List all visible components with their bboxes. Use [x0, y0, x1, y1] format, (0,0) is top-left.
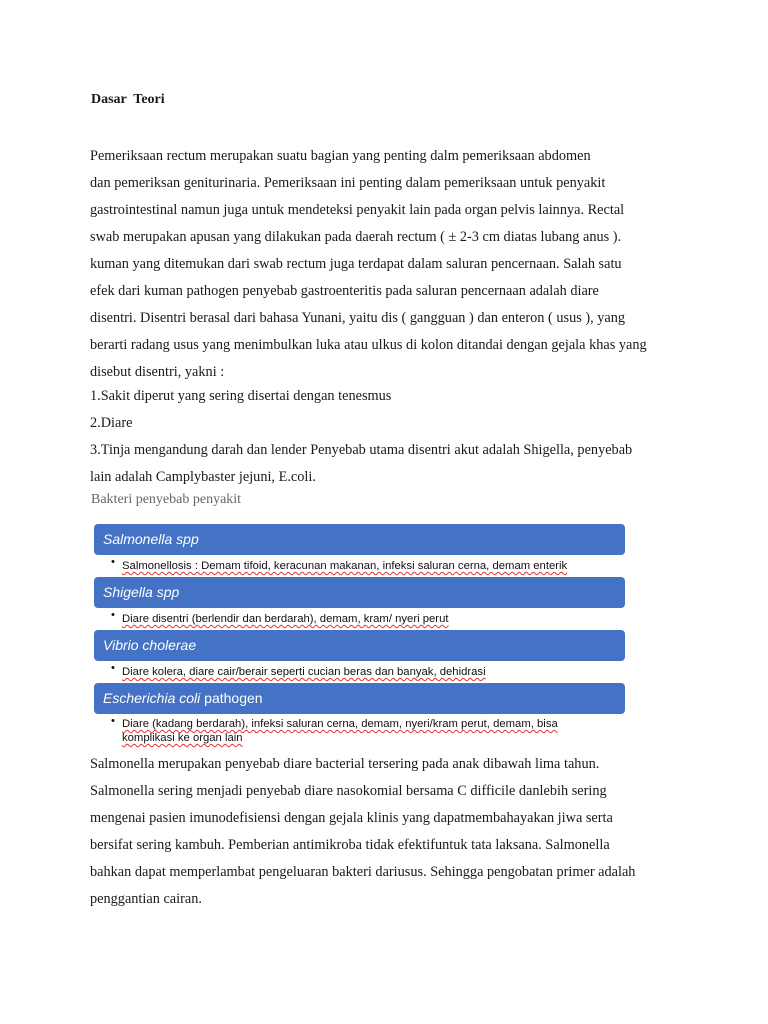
bacteria-name: Salmonella spp: [103, 531, 199, 547]
bacteria-header-ecoli: [94, 683, 625, 714]
list-item-text: 2.Diare: [90, 415, 133, 431]
text-line: dan pemeriksan geniturinaria. Pemeriksaan ini penting dalam pemeriksaan untuk penyakit: [90, 175, 606, 191]
bacteria-desc-text: komplikasi ke organ lain: [122, 732, 243, 744]
bacteria-name: Escherichia coli: [103, 690, 201, 706]
text-line: Pemeriksaan rectum merupakan suatu bagian yang penting dalm pemeriksaan abdomen: [90, 148, 591, 164]
intro-paragraph: [90, 143, 690, 386]
text-line: kuman yang ditemukan dari swab rectum juga terdapat dalam saluran pencernaan. Salah satu: [90, 256, 622, 272]
bacteria-desc-text: Diare disentri (berlendir dan berdarah), demam, kram/ nyeri perut: [122, 613, 449, 625]
bacteria-name-suffix: pathogen: [200, 690, 263, 706]
bullet-icon: •: [111, 715, 115, 727]
bacteria-header-shigella: [94, 577, 625, 608]
bacteria-desc-shigella: [94, 608, 625, 630]
bacteria-desc-text: Salmonellosis : Demam tifoid, keracunan makanan, infeksi saluran cerna, demam enterik: [122, 560, 568, 572]
text-line: bahkan dapat memperlambat pengeluaran bakteri dariusus. Sehingga pengobatan primer adalah: [90, 864, 636, 880]
section-heading: Dasar Teori: [91, 92, 165, 107]
bacteria-name: Shigella spp: [103, 584, 180, 600]
salmonella-paragraph: [90, 751, 690, 913]
text-line: berarti radang usus yang menimbulkan luka atau ulkus di kolon ditandai dengan gejala khas yang: [90, 337, 647, 353]
list-item-text: lain adalah Camplybaster jejuni, E.coli.: [90, 469, 316, 485]
text-line: disentri. Disentri berasal dari bahasa Yunani, yaitu dis ( gangguan ) dan enteron ( usus ), yang: [90, 310, 626, 326]
text-line: mengenai pasien imunodefisiensi dengan gejala klinis yang dapatmembahayakan jiwa serta: [90, 810, 613, 826]
text-line: disebut disentri, yakni :: [90, 364, 225, 380]
bacteria-figure: [94, 524, 625, 745]
figure-caption: Bakteri penyebab penyakit: [91, 492, 242, 507]
bacteria-desc-salmonella: [94, 555, 625, 577]
bullet-icon: •: [111, 609, 115, 621]
bullet-icon: •: [111, 662, 115, 674]
bacteria-desc-text: Diare (kadang berdarah), infeksi saluran cerna, demam, nyeri/kram perut, demam, bisa: [122, 718, 558, 730]
bacteria-desc-vibrio: [94, 661, 625, 683]
bacteria-desc-ecoli: [94, 714, 625, 745]
list-item-text: 3.Tinja mengandung darah dan lender Penyebab utama disentri akut adalah Shigella, penyebab: [90, 442, 633, 458]
list-item: [90, 437, 690, 491]
bacteria-header-salmonella: [94, 524, 625, 555]
bacteria-header-vibrio: [94, 630, 625, 661]
list-item: [90, 383, 690, 410]
text-line: bersifat sering kambuh. Pemberian antimikroba tidak efektifuntuk tata laksana. Salmonella: [90, 837, 610, 853]
text-line: Salmonella merupakan penyebab diare bacterial tersering pada anak dibawah lima tahun.: [90, 756, 600, 772]
bullet-icon: •: [111, 556, 115, 568]
text-line: gastrointestinal namun juga untuk mendeteksi penyakit lain pada organ pelvis lainnya. Rectal: [90, 202, 625, 218]
list-item: [90, 410, 690, 437]
text-line: Salmonella sering menjadi penyebab diare nasokomial bersama C difficile danlebih sering: [90, 783, 607, 799]
text-line: penggantian cairan.: [90, 891, 202, 907]
bacteria-desc-text: Diare kolera, diare cair/berair seperti cucian beras dan banyak, dehidrasi: [122, 666, 486, 678]
bacteria-name: Vibrio cholerae: [103, 637, 197, 653]
text-line: swab merupakan apusan yang dilakukan pada daerah rectum ( ± 2-3 cm diatas lubang anus ).: [90, 229, 622, 245]
text-line: efek dari kuman pathogen penyebab gastroenteritis pada saluran pencernaan adalah diare: [90, 283, 599, 299]
list-item-text: 1.Sakit diperut yang sering disertai dengan tenesmus: [90, 388, 392, 404]
